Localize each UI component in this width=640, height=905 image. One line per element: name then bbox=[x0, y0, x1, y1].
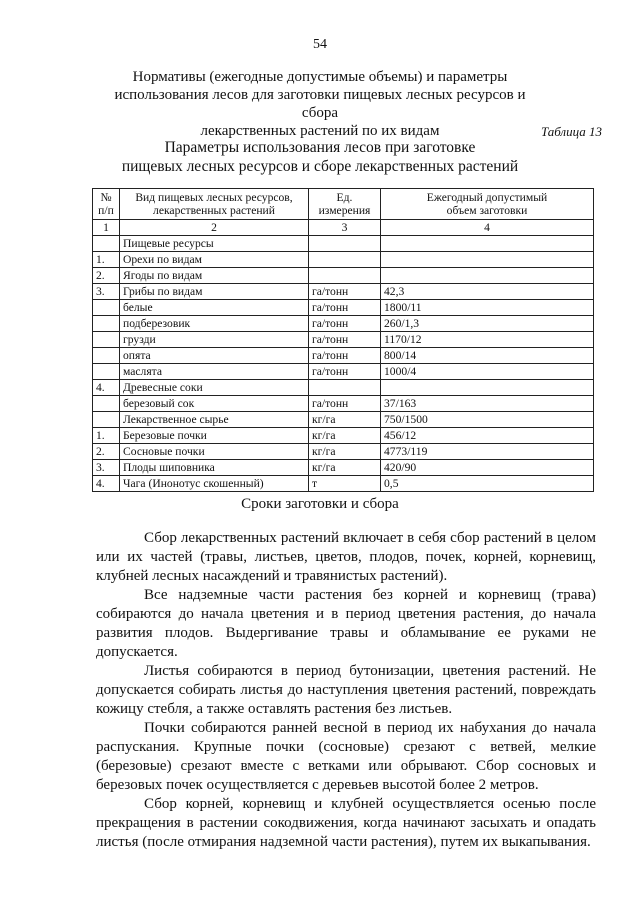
volume-cell: 4773/119 bbox=[381, 444, 594, 460]
document-title bbox=[95, 68, 545, 140]
column-number: 3 bbox=[309, 220, 381, 236]
resource-name-cell: маслята bbox=[120, 364, 309, 380]
table-row bbox=[93, 396, 594, 412]
unit-cell: га/тонн bbox=[309, 364, 381, 380]
paragraph: Сбор корней, корневищ и клубней осуществляется осенью после прекращения в растении сокодвижения, когда начинают засыхать и опадать листья (после отмирания надземной части растения), путем их выкапывания. bbox=[96, 796, 596, 850]
unit-cell: кг/га bbox=[309, 428, 381, 444]
table-column-numbers-row bbox=[93, 220, 594, 236]
table-title bbox=[95, 139, 545, 176]
volume-cell bbox=[381, 252, 594, 268]
volume-cell bbox=[381, 236, 594, 252]
resource-name-cell: Сосновые почки bbox=[120, 444, 309, 460]
section-body bbox=[96, 529, 596, 852]
row-number-cell bbox=[93, 316, 120, 332]
unit-cell: га/тонн bbox=[309, 332, 381, 348]
volume-cell: 1000/4 bbox=[381, 364, 594, 380]
header-resource-type: Вид пищевых лесных ресурсов, лекарственных растений bbox=[120, 189, 309, 220]
row-number-cell: 3. bbox=[93, 284, 120, 300]
unit-cell: га/тонн bbox=[309, 300, 381, 316]
table-row bbox=[93, 348, 594, 364]
document-title-line: Нормативы (ежегодные допустимые объемы) и параметры bbox=[132, 69, 508, 85]
volume-cell: 456/12 bbox=[381, 428, 594, 444]
page-number: 54 bbox=[313, 37, 327, 52]
volume-cell: 750/1500 bbox=[381, 412, 594, 428]
table-header-row bbox=[93, 189, 594, 220]
row-number-cell: 2. bbox=[93, 444, 120, 460]
volume-cell bbox=[381, 268, 594, 284]
table-row bbox=[93, 476, 594, 492]
row-number-cell: 4. bbox=[93, 380, 120, 396]
header-unit: Ед. измерения bbox=[309, 189, 381, 220]
resource-name-cell: Древесные соки bbox=[120, 380, 309, 396]
section-title: Сроки заготовки и сбора bbox=[241, 496, 399, 512]
table-row bbox=[93, 252, 594, 268]
table-row bbox=[93, 236, 594, 252]
row-number-cell bbox=[93, 332, 120, 348]
row-number-cell bbox=[93, 364, 120, 380]
table-row bbox=[93, 380, 594, 396]
unit-cell: га/тонн bbox=[309, 396, 381, 412]
paragraph: Все надземные части растения без корней и корневищ (трава) собираются до начала цветения и в период цветения растения, до начала развития плодов. Выдергивание травы и обламывание ее руками не допускается. bbox=[96, 587, 596, 660]
unit-cell: кг/га bbox=[309, 412, 381, 428]
table-title-line: Параметры использования лесов при заготовке bbox=[164, 139, 476, 156]
resource-name-cell: подберезовик bbox=[120, 316, 309, 332]
row-number-cell: 1. bbox=[93, 252, 120, 268]
table-row bbox=[93, 300, 594, 316]
unit-cell: кг/га bbox=[309, 444, 381, 460]
resource-name-cell: грузди bbox=[120, 332, 309, 348]
resource-name-cell: Березовые почки bbox=[120, 428, 309, 444]
resource-name-cell: Грибы по видам bbox=[120, 284, 309, 300]
unit-cell bbox=[309, 268, 381, 284]
header-annual-volume: Ежегодный допустимый объем заготовки bbox=[381, 189, 594, 220]
volume-cell: 420/90 bbox=[381, 460, 594, 476]
unit-cell bbox=[309, 236, 381, 252]
resource-name-cell: опята bbox=[120, 348, 309, 364]
document-title-line: использования лесов для заготовки пищевых лесных ресурсов и сбора bbox=[114, 87, 526, 121]
column-number: 2 bbox=[120, 220, 309, 236]
row-number-cell: 4. bbox=[93, 476, 120, 492]
resource-name-cell: Пищевые ресурсы bbox=[120, 236, 309, 252]
table-row bbox=[93, 428, 594, 444]
volume-cell: 42,3 bbox=[381, 284, 594, 300]
table-row bbox=[93, 284, 594, 300]
resource-name-cell: Орехи по видам bbox=[120, 252, 309, 268]
volume-cell: 800/14 bbox=[381, 348, 594, 364]
row-number-cell bbox=[93, 396, 120, 412]
resource-name-cell: белые bbox=[120, 300, 309, 316]
unit-cell: кг/га bbox=[309, 460, 381, 476]
table-title-line: пищевых лесных ресурсов и сборе лекарственных растений bbox=[121, 157, 519, 175]
resource-name-cell: Чага (Инонотус скошенный) bbox=[120, 476, 309, 492]
volume-cell: 1800/11 bbox=[381, 300, 594, 316]
unit-cell bbox=[309, 380, 381, 396]
row-number-cell: 2. bbox=[93, 268, 120, 284]
table-row bbox=[93, 460, 594, 476]
table-row bbox=[93, 364, 594, 380]
paragraph: Почки собираются ранней весной в период их набухания до начала распускания. Крупные почки (сосновые) срезают с ветвей, мелкие (березовые) срезают вместе с ветками или обрывают. Сбор сосновых и березовых почек осуществляется с деревьев высотой более 2 метров. bbox=[96, 720, 596, 793]
row-number-cell bbox=[93, 236, 120, 252]
row-number-cell: 1. bbox=[93, 428, 120, 444]
resource-name-cell: Плоды шиповника bbox=[120, 460, 309, 476]
unit-cell: т bbox=[309, 476, 381, 492]
volume-cell bbox=[381, 380, 594, 396]
paragraph: Листья собираются в период бутонизации, цветения растений. Не допускается собирать листья до наступления цветения растений, повреждать кожицу стебля, а также оставлять растения без листьев. bbox=[96, 663, 596, 717]
table-row bbox=[93, 444, 594, 460]
unit-cell: га/тонн bbox=[309, 348, 381, 364]
column-number: 1 bbox=[93, 220, 120, 236]
resource-name-cell: Ягоды по видам bbox=[120, 268, 309, 284]
volume-cell: 260/1,3 bbox=[381, 316, 594, 332]
volume-cell: 37/163 bbox=[381, 396, 594, 412]
resource-name-cell: березовый сок bbox=[120, 396, 309, 412]
table-row bbox=[93, 412, 594, 428]
unit-cell: га/тонн bbox=[309, 284, 381, 300]
table-row bbox=[93, 268, 594, 284]
row-number-cell bbox=[93, 348, 120, 364]
volume-cell: 1170/12 bbox=[381, 332, 594, 348]
table-row bbox=[93, 316, 594, 332]
volume-cell: 0,5 bbox=[381, 476, 594, 492]
row-number-cell: 3. bbox=[93, 460, 120, 476]
column-number: 4 bbox=[381, 220, 594, 236]
resources-table bbox=[92, 188, 594, 492]
resource-name-cell: Лекарственное сырье bbox=[120, 412, 309, 428]
document-title-line: лекарственных растений по их видам bbox=[200, 123, 440, 139]
unit-cell bbox=[309, 252, 381, 268]
table-row bbox=[93, 332, 594, 348]
table-label: Таблица 13 bbox=[540, 124, 602, 139]
row-number-cell bbox=[93, 412, 120, 428]
row-number-cell bbox=[93, 300, 120, 316]
header-number: № п/п bbox=[93, 189, 120, 220]
paragraph: Сбор лекарственных растений включает в себя сбор растений в целом или их частей (травы, листьев, цветов, плодов, почек, корней, корневищ, клубней лесных насаждений и травянистых растений). bbox=[96, 530, 596, 584]
unit-cell: га/тонн bbox=[309, 316, 381, 332]
